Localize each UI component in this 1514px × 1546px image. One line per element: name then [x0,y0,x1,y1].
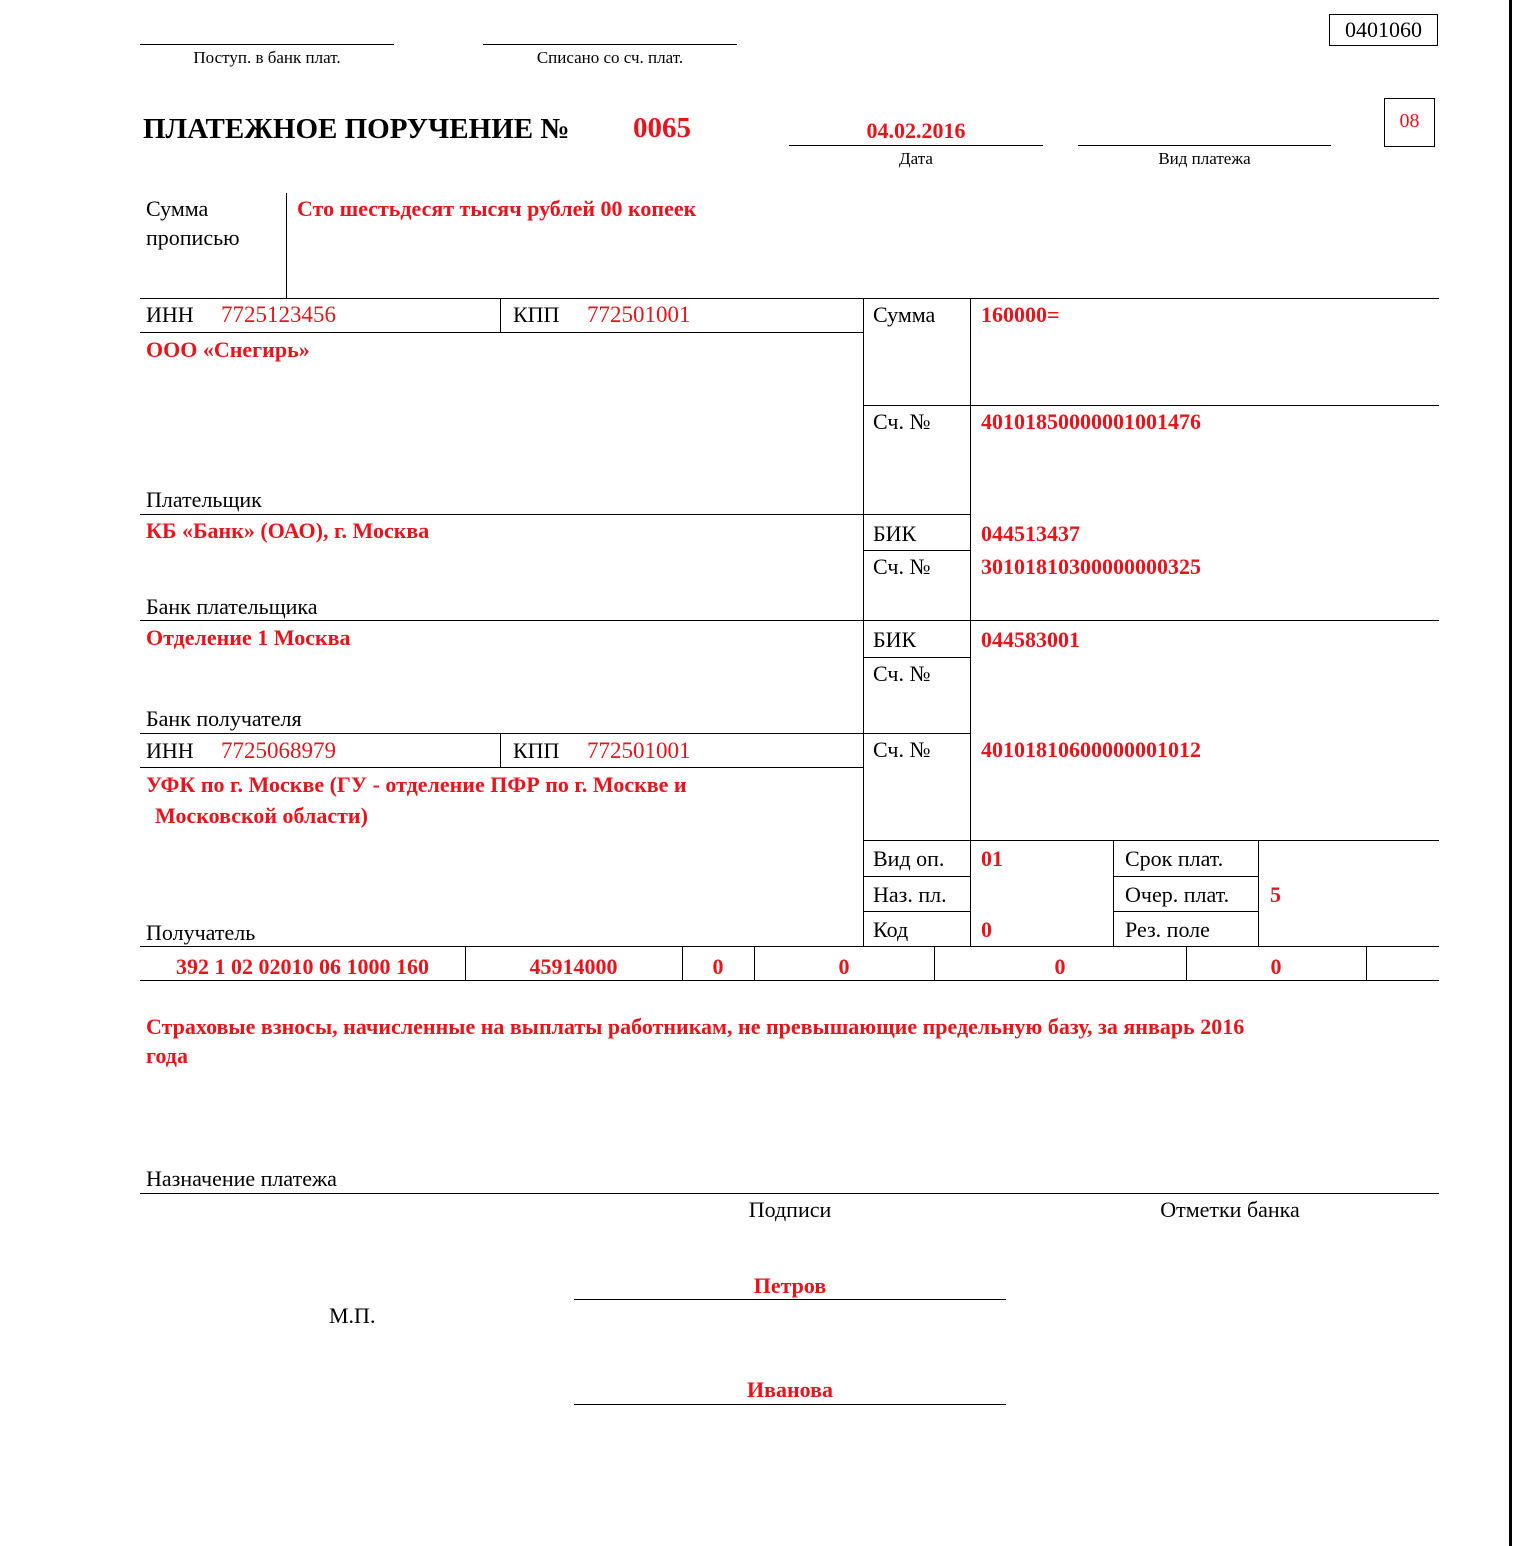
grid-line [863,550,971,551]
payer-bank-bik: 044513437 [981,521,1080,546]
payer-label: Плательщик [146,487,262,512]
payer-name: ООО «Снегирь» [146,337,310,362]
grid-line [863,876,971,877]
grid-line [140,514,971,515]
payment-type-line [1078,145,1331,146]
signer2-signature: Иванова [746,1377,833,1402]
grid-line [1113,911,1258,912]
payee-name-line2: Московской области) [155,803,368,828]
amount-words-label-1: Сумма [146,196,209,221]
stamp-label: М.П. [329,1303,376,1328]
grid-line [1113,876,1258,877]
budget-kbk: 392 1 02 02010 06 1000 160 [176,954,429,979]
date-line [789,145,1043,146]
grid-line [500,733,501,767]
order-value: 5 [1270,882,1281,907]
signature-line-1 [574,1299,1006,1300]
payee-kpp-label: КПП [513,738,560,763]
amount-words-label-2: прописью [146,225,240,250]
debited-label: Списано со сч. плат. [536,48,684,67]
payer-account-label: Сч. № [873,409,931,434]
purpose-label: Назначение платежа [146,1166,337,1191]
grid-line [863,405,1439,406]
payer-account: 40101850000001001476 [981,409,1201,434]
budget-oktmo: 45914000 [529,954,618,979]
budget-basis: 0 [712,954,724,979]
signature-line-2 [574,1404,1006,1405]
status-box [1384,98,1435,147]
payee-label: Получатель [146,920,256,945]
grid-line [140,946,1439,947]
payee-bank-name: Отделение 1 Москва [146,625,351,650]
op-type-label: Вид оп. [873,846,945,871]
grid-line [863,298,864,946]
grid-line [140,1193,1439,1194]
payee-bank-bik: 044583001 [981,627,1080,652]
page-edge [1509,0,1512,1546]
amount-words-divider [286,193,287,298]
budget-doc-number: 0 [1054,954,1066,979]
payer-inn: 7725123456 [221,302,336,327]
grid-line [1258,840,1259,946]
budget-period: 0 [838,954,850,979]
payer-bank-acc: 30101810300000000325 [981,554,1201,579]
grid-line [140,298,1439,299]
amount-value: 160000= [981,302,1060,327]
payer-bank-bik-label: БИК [873,521,917,546]
code-value: 0 [981,917,992,942]
payee-name-line1: УФК по г. Москве (ГУ - отделение ПФР по г. Москве и [146,772,687,797]
payer-kpp: 772501001 [587,302,691,327]
amount-words-value: Сто шестьдесят тысяч рублей 00 копеек [297,196,697,221]
payee-acc: 40101810600000001012 [981,737,1201,762]
payer-bank-acc-label: Сч. № [873,554,931,579]
op-type: 01 [981,846,1003,871]
payee-bank-bik-label: БИК [873,627,917,652]
date-label: Дата [899,149,933,168]
term-label: Срок плат. [1125,846,1224,871]
grid-line [863,911,971,912]
payer-bank-name: КБ «Банк» (ОАО), г. Москва [146,518,430,543]
grid-line [500,298,501,332]
grid-line [140,733,971,734]
payee-acc-label: Сч. № [873,737,931,762]
status-code: 08 [1399,110,1420,132]
bank-marks-label: Отметки банка [1160,1197,1300,1222]
form-code-box [1329,14,1438,46]
signer1-signature: Петров [753,1273,827,1298]
grid-line [970,298,971,946]
payer-bank-label: Банк плательщика [146,594,318,619]
payee-inn: 7725068979 [221,738,336,763]
date-value: 04.02.2016 [866,118,966,143]
grid-line [140,980,1439,981]
received-label: Поступ. в банк плат. [193,48,341,67]
budget-doc-date: 0 [1270,954,1282,979]
amount-label: Сумма [873,302,936,327]
purpose-line1: Страховые взносы, начисленные на выплаты работникам, не превышающие предельную базу, за январь 2016 [146,1014,1245,1039]
grid-line [140,332,863,333]
payer-kpp-label: КПП [513,302,560,327]
purpose-line2: года [146,1043,188,1068]
form-code: 0401060 [1345,17,1422,42]
document-title: ПЛАТЕЖНОЕ ПОРУЧЕНИЕ № [143,113,570,145]
signatures-label: Подписи [748,1197,832,1222]
payment-type-label: Вид платежа [1158,149,1251,168]
debited-line [483,44,737,45]
grid-line [1113,840,1114,946]
grid-line [1366,946,1367,980]
payee-kpp: 772501001 [587,738,691,763]
purpose-code-label: Наз. пл. [873,882,947,907]
payee-bank-acc-label: Сч. № [873,661,931,686]
payee-bank-label: Банк получателя [146,706,302,731]
grid-line [863,657,971,658]
grid-line [863,840,1439,841]
received-line [140,44,394,45]
order-label: Очер. плат. [1125,882,1230,907]
payer-inn-label: ИНН [146,302,194,327]
reserve-label: Рез. поле [1125,917,1210,942]
code-label: Код [873,917,909,942]
grid-line [140,620,1439,621]
document-number: 0065 [633,112,691,144]
payee-inn-label: ИНН [146,738,194,763]
grid-line [140,767,863,768]
